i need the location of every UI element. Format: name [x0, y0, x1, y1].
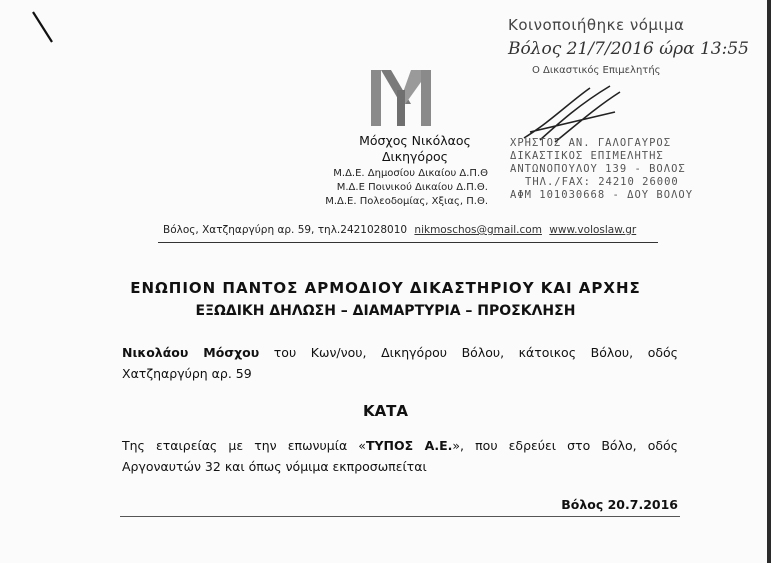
bailiff-afm: ΑΦΜ 101030668 - ΔΟΥ ΒΟΛΟΥ — [510, 189, 694, 201]
pen-mark-icon — [30, 10, 60, 46]
signature-icon — [520, 82, 630, 144]
letterhead-divider — [158, 242, 658, 243]
bailiff-title: ΔΙΚΑΣΤΙΚΟΣ ΕΠΙΜΕΛΗΤΗΣ — [510, 150, 664, 162]
stamp-header: Κοινοποιήθηκε νόμιμα — [508, 16, 685, 34]
document-title: ΕΝΩΠΙΟΝ ΠΑΝΤΟΣ ΑΡΜΟΔΙΟΥ ΔΙΚΑΣΤΗΡΙΟΥ ΚΑΙ ΑΡΧΗΣ — [130, 279, 641, 297]
credential-2: Μ.Δ.Ε Ποινικού Δικαίου Δ.Π.Θ. — [336, 182, 488, 193]
email-link[interactable]: nikmoschos@gmail.com — [414, 224, 542, 236]
website-link[interactable]: www.voloslaw.gr — [549, 224, 637, 236]
bailiff-address: ΑΝΤΩΝΟΠΟΥΛΟΥ 139 - ΒΟΛΟΣ — [510, 163, 686, 175]
stamp-role: Ο Δικαστικός Επιμελητής — [532, 65, 661, 76]
party2-paragraph — [122, 435, 678, 477]
document-date: Βόλος 20.7.2016 — [561, 497, 678, 512]
bailiff-name: ΧΡΗΣΤΟΣ ΑΝ. ΓΑΛΟΓΑΥΡΟΣ — [510, 137, 672, 149]
party2-name: ΤΥΠΟΣ Α.Ε. — [365, 438, 453, 453]
stamp-signature-line: Βόλος 21/7/2016 ώρα 13:55 — [508, 39, 749, 59]
lawyer-role: Δικηγόρος — [381, 149, 449, 164]
party1-name: Νικολάου Μόσχου — [122, 345, 260, 360]
letterhead-contact — [163, 224, 636, 236]
bailiff-phone: ΤΗΛ./FAX: 24210 26000 — [525, 176, 679, 188]
lawyer-name: Μόσχος Νικόλαος — [359, 133, 471, 148]
credential-1: Μ.Δ.Ε. Δημοσίου Δικαίου Δ.Π.Θ — [333, 168, 488, 179]
party2-details: », που εδρεύει στο Βόλο, οδός Αργοναυτών 32 και όπως νόμιμα εκπροσωπείται — [122, 438, 678, 474]
law-office-logo-icon — [371, 70, 431, 126]
scan-edge — [767, 0, 771, 563]
against-heading: ΚΑΤΑ — [362, 402, 409, 420]
party2-pre: Της εταιρείας με την επωνυμία « — [122, 438, 366, 453]
credential-3: Μ.Δ.Ε. Πολεοδομίας, Χξιας, Π.Θ. — [325, 196, 488, 207]
footer-divider — [120, 516, 680, 517]
party1-paragraph — [122, 342, 678, 384]
letterhead-address: Βόλος, Χατζηαργύρη αρ. 59, τηλ.2421028010 — [163, 224, 408, 236]
document-subtitle: ΕΞΩΔΙΚΗ ΔΗΛΩΣΗ – ΔΙΑΜΑΡΤΥΡΙΑ – ΠΡΟΣΚΛΗΣΗ — [195, 303, 576, 319]
party1-details: του Κων/νου, Δικηγόρου Βόλου, κάτοικος Βόλου, οδός Χατζηαργύρη αρ. 59 — [122, 345, 678, 381]
